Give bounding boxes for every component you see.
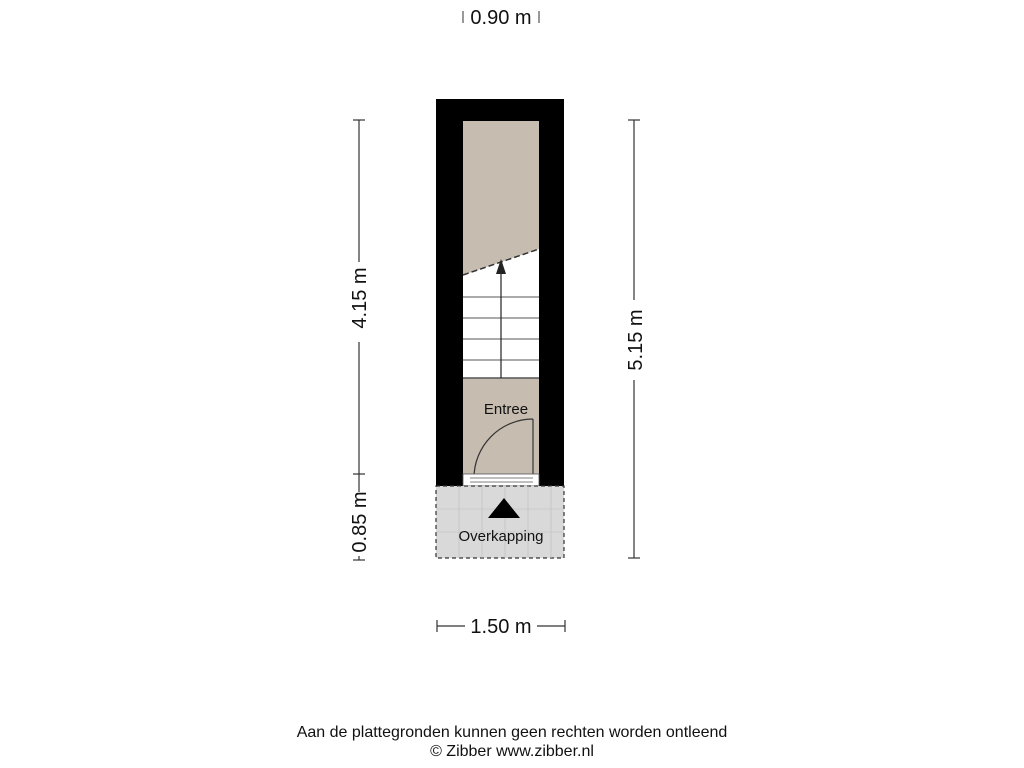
left-dimension <box>349 120 371 560</box>
canopy-label: Overkapping <box>458 528 544 545</box>
entrance-label: Entree <box>483 401 529 418</box>
bottom-dimension <box>437 616 565 638</box>
top-width-label: 0.90 m <box>470 7 532 29</box>
left-canopy-height-label: 0.85 m <box>349 491 371 553</box>
disclaimer-text: Aan de plattegronden kunnen geen rechten worden ontleend <box>296 724 728 741</box>
bottom-width-label: 1.50 m <box>470 616 532 638</box>
canopy <box>436 486 564 558</box>
top-dimension <box>463 7 539 29</box>
right-total-height-label: 5.15 m <box>625 309 647 371</box>
right-dimension <box>625 120 647 558</box>
left-main-height-label: 4.15 m <box>349 267 371 329</box>
copyright-text: © Zibber www.zibber.nl <box>430 743 594 760</box>
